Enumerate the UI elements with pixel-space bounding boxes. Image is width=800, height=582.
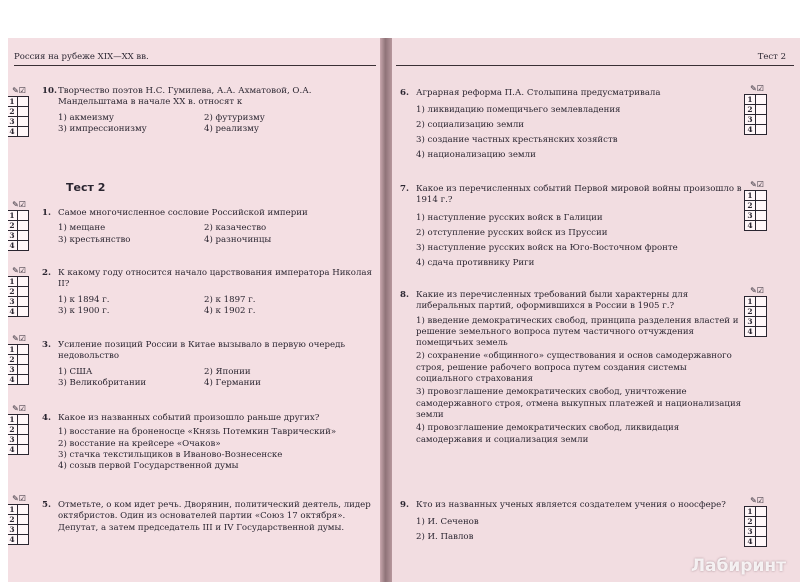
option: 4) Германии [204, 377, 261, 388]
answer-box-q3[interactable]: ✎☑ 1 2 3 4 [8, 334, 32, 384]
running-header-right: Тест 2 [757, 52, 786, 62]
pencil-check-icon: ✎☑ [750, 180, 764, 189]
question-text: Аграрная реформа П.А. Столыпина предусматривала [416, 88, 661, 98]
option: 1) восстание на броненосце «Князь Потемкин Таврический» [58, 427, 337, 438]
question-number: 2. [42, 268, 51, 278]
option: 2) сохранение «общинного» существования и основ самодержавного строя, решение рабочего вопроса путем создания системы социального страхования [416, 351, 732, 385]
answer-box-q8[interactable]: ✎☑ 1 2 3 4 [744, 286, 770, 336]
answer-checkbox[interactable] [18, 534, 29, 545]
right-page [392, 38, 800, 582]
option: 3) провозглашение демократических свобод, уничтожение самодержавного строя, отмена выкупных платежей и национализация земли [416, 387, 742, 420]
question-text: Кто из названных ученых является создателем учения о ноосфере? [416, 500, 726, 510]
header-rule [396, 65, 794, 66]
question-number: 3. [42, 340, 51, 350]
question-5 [42, 500, 376, 534]
option: 3) стачка текстильщиков в Иваново-Вознесенске [58, 449, 283, 460]
question-text: К какому году относится начало царствования императора Николая II? [58, 268, 372, 290]
answer-box-q10[interactable]: ✎☑ 1 2 3 4 [8, 86, 32, 136]
answer-checkbox[interactable] [756, 536, 767, 547]
pencil-check-icon: ✎☑ [12, 494, 26, 503]
option: 4) национализацию земли [416, 150, 536, 161]
question-3 [42, 340, 376, 389]
answer-checkbox[interactable] [18, 374, 29, 385]
answer-checkbox[interactable] [18, 126, 29, 137]
answer-box-q1[interactable]: ✎☑ 1 2 3 4 [8, 200, 32, 250]
answer-checkbox[interactable] [18, 240, 29, 251]
option: 1) США [58, 366, 93, 377]
question-6 [400, 88, 750, 163]
question-2 [42, 268, 376, 317]
question-7 [400, 184, 750, 271]
option: 2) И. Павлов [416, 532, 474, 543]
running-header-left: Россия на рубеже XIX—XX вв. [14, 52, 149, 62]
question-text: Какое из перечисленных событий Первой мировой войны произошло в 1914 г.? [416, 184, 742, 206]
question-text: Усиление позиций России в Китае вызывало в первую очередь недовольство [58, 340, 346, 362]
pencil-check-icon: ✎☑ [12, 86, 26, 95]
option: 4) созыв первой Государственной думы [58, 461, 239, 472]
header-rule [14, 65, 376, 66]
answer-checkbox[interactable] [756, 326, 767, 337]
option: 3) наступление русских войск на Юго-Восточном фронте [416, 242, 678, 253]
option: 2) Японии [204, 366, 251, 377]
answer-box-q5[interactable]: ✎☑ 1 2 3 4 [8, 494, 32, 544]
question-number: 9. [400, 500, 409, 510]
option: 2) футуризму [204, 112, 265, 123]
option: 1) мещане [58, 223, 106, 234]
answer-box-q6[interactable]: ✎☑ 1 2 3 4 [744, 84, 770, 134]
option: 1) к 1894 г. [58, 294, 110, 305]
option: 2) отступление русских войск из Пруссии [416, 227, 608, 238]
answer-box-q7[interactable]: ✎☑ 1 2 3 4 [744, 180, 770, 230]
question-number: 10. [42, 86, 57, 96]
option: 4) разночинцы [204, 234, 272, 245]
answer-box-q4[interactable]: ✎☑ 1 2 3 4 [8, 404, 32, 454]
option: 4) сдача противнику Риги [416, 257, 535, 268]
question-text: Самое многочисленное сословие Российской империи [58, 208, 308, 218]
question-text: Отметьте, о ком идет речь. Дворянин, политический деятель, лидер октябристов. Один из основателей партии «Союз 17 октября». Депутат, а затем председатель III и IV Государственной думы. [58, 500, 371, 533]
answer-checkbox[interactable] [756, 124, 767, 135]
left-page [8, 38, 380, 582]
option: 3) создание частных крестьянских хозяйств [416, 135, 618, 146]
labirint-watermark: Лабиринт [690, 556, 786, 576]
option: 4) к 1902 г. [204, 305, 256, 316]
option: 1) акмеизму [58, 112, 114, 123]
option: 1) введение демократических свобод, принципа разделения властей и решение земельного вопроса путем частичного отчуждения помещичьих земель [416, 315, 739, 349]
book-spine [380, 38, 392, 582]
answer-box-q9[interactable]: ✎☑ 1 2 3 4 [744, 496, 770, 546]
question-number: 5. [42, 500, 51, 510]
pencil-check-icon: ✎☑ [12, 334, 26, 343]
option: 4) провозглашение демократических свобод, ликвидация самодержавия и социализация земли [416, 423, 680, 445]
option: 3) крестьянство [58, 234, 131, 245]
question-8 [400, 290, 746, 446]
question-1 [42, 208, 376, 246]
question-text: Какие из перечисленных требований были характерны для либеральных партий, оформившихся в России в 1905 г.? [416, 290, 689, 312]
pencil-check-icon: ✎☑ [750, 84, 764, 93]
answer-checkbox[interactable] [756, 220, 767, 231]
option: 2) казачество [204, 223, 267, 234]
option: 1) И. Сеченов [416, 517, 479, 528]
question-9 [400, 500, 746, 545]
question-number: 1. [42, 208, 51, 218]
question-10 [42, 86, 376, 135]
answer-checkbox[interactable] [18, 444, 29, 455]
option: 2) социализацию земли [416, 120, 525, 131]
pencil-check-icon: ✎☑ [750, 286, 764, 295]
option: 2) к 1897 г. [204, 294, 256, 305]
question-text: Какое из названных событий произошло раньше других? [58, 413, 320, 423]
question-number: 7. [400, 184, 409, 194]
option: 1) наступление русских войск в Галиции [416, 212, 603, 223]
option: 3) Великобритании [58, 377, 147, 388]
question-4 [42, 413, 376, 472]
question-number: 4. [42, 413, 51, 423]
question-text: Творчество поэтов Н.С. Гумилева, А.А. Ахматовой, О.А. Мандельштама в начале XX в. относят к [58, 86, 312, 108]
answer-box-q2[interactable]: ✎☑ 1 2 3 4 [8, 266, 32, 316]
answer-checkbox[interactable] [18, 306, 29, 317]
option: 3) к 1900 г. [58, 305, 110, 316]
option: 1) ликвидацию помещичьего землевладения [416, 105, 621, 116]
option: 3) импрессионизму [58, 123, 147, 134]
pencil-check-icon: ✎☑ [750, 496, 764, 505]
pencil-check-icon: ✎☑ [12, 266, 26, 275]
option: 4) реализму [204, 123, 259, 134]
option: 2) восстание на крейсере «Очаков» [58, 438, 221, 449]
pencil-check-icon: ✎☑ [12, 404, 26, 413]
pencil-check-icon: ✎☑ [12, 200, 26, 209]
question-number: 6. [400, 88, 409, 98]
test-title: Тест 2 [66, 181, 106, 194]
question-number: 8. [400, 290, 409, 300]
